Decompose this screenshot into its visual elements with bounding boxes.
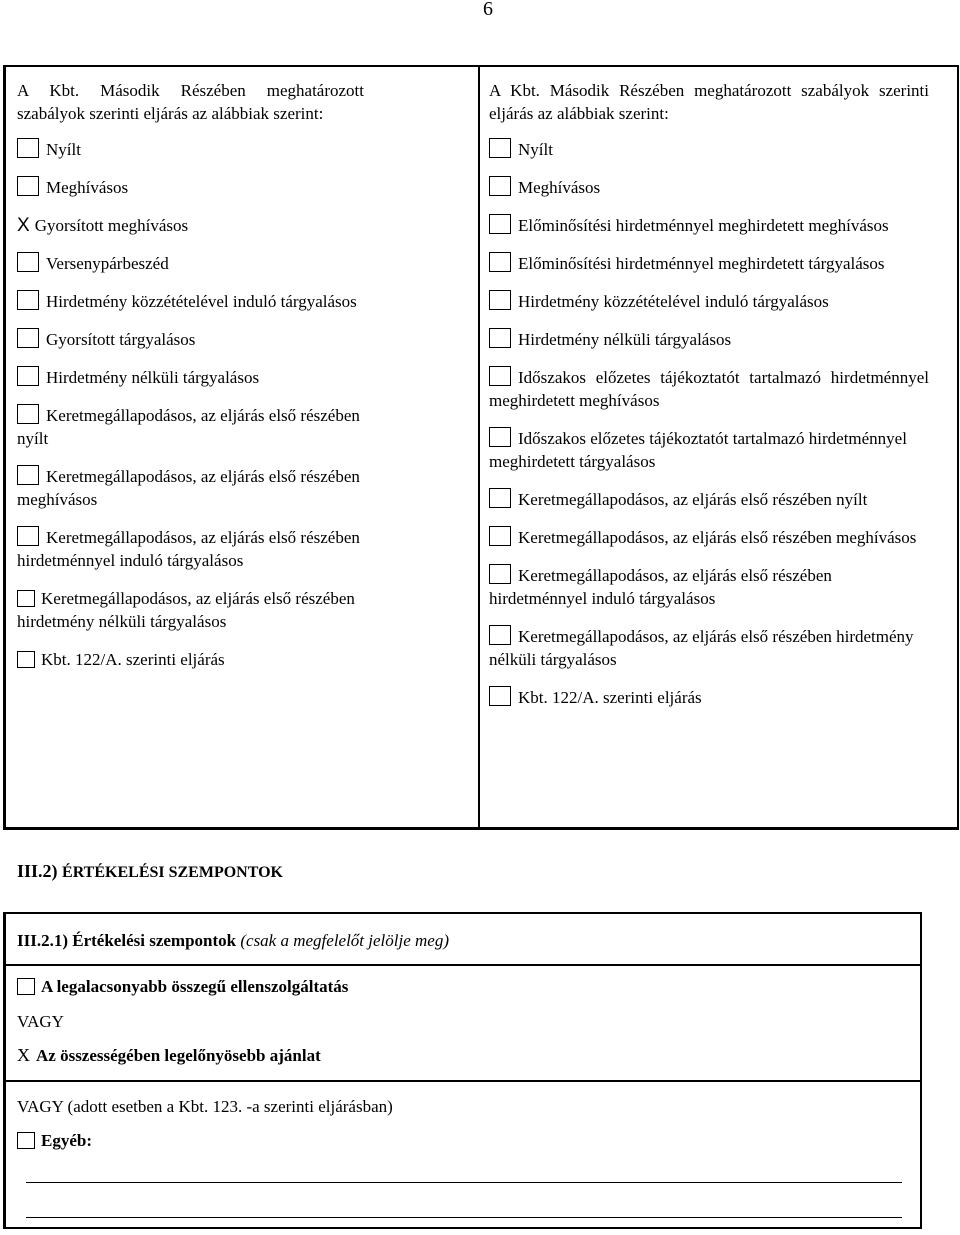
criteria-note: (csak a megfelelőt jelölje meg) (240, 931, 449, 950)
option-label: Meghívásos (518, 178, 601, 197)
option-label: Gyorsított tárgyalásos (46, 330, 196, 349)
option-label: Nyílt (46, 140, 81, 159)
left-option-gyorsitott-targyalasos (17, 328, 364, 351)
right-column (489, 79, 929, 724)
left-option-kbt-122a (17, 648, 364, 671)
option-label: Az összességében legelőnyösebb ajánlat (36, 1046, 321, 1065)
checkbox[interactable] (17, 176, 39, 196)
right-option-elominositesi-targyalasos (489, 252, 929, 275)
checkbox[interactable] (489, 214, 511, 234)
checkbox[interactable] (489, 328, 511, 348)
criteria-box (3, 912, 922, 1229)
option-label: Keretmegállapodásos, az eljárás első részében hirdetmény nélküli tárgyalásos (17, 589, 355, 631)
left-option-hirdetmeny-kozzetetelevel (17, 290, 364, 313)
option-label: Nyílt (518, 140, 553, 159)
checkbox[interactable] (489, 366, 511, 386)
option-label: Hirdetmény közzétételével induló tárgyalásos (46, 292, 357, 311)
criteria-option-best-value (17, 1044, 321, 1067)
checkbox[interactable] (17, 138, 39, 158)
criteria-number: III.2.1) (17, 931, 69, 950)
right-option-kbt-122a (489, 686, 929, 709)
option-label: Keretmegállapodásos, az eljárás első részében meghívásos (17, 467, 360, 509)
right-intro: A Kbt. Második Részében meghatározott szabályok szerinti eljárás az alábbiak szerint: (489, 81, 929, 123)
option-label: Keretmegállapodásos, az eljárás első részében hirdetmény nélküli tárgyalásos (489, 627, 914, 669)
criteria-title: Értékelési szempontok (72, 931, 237, 950)
checkbox[interactable] (489, 138, 511, 158)
checkbox[interactable] (489, 686, 511, 706)
left-option-keret-meghivasos (17, 465, 364, 511)
procedure-type-table (3, 65, 959, 830)
x-mark[interactable]: X (17, 1045, 30, 1065)
row-divider (6, 964, 920, 966)
right-option-hirdetmeny-kozzetetelevel (489, 290, 929, 313)
left-option-hirdetmeny-nelkuli (17, 366, 364, 389)
checkbox[interactable] (17, 366, 39, 386)
checkbox[interactable] (17, 465, 39, 485)
checkbox[interactable] (489, 488, 511, 508)
option-label: A legalacsonyabb összegű ellenszolgáltatás (41, 977, 349, 996)
option-label: Kbt. 122/A. szerinti eljárás (41, 650, 225, 669)
checkbox[interactable] (17, 590, 35, 607)
checkbox[interactable] (489, 625, 511, 645)
page-number: 6 (483, 0, 493, 20)
option-label: Keretmegállapodásos, az eljárás első részében nyílt (518, 490, 868, 509)
checkbox[interactable] (17, 290, 39, 310)
section-heading (17, 860, 283, 884)
answer-line[interactable] (26, 1217, 902, 1218)
row-divider (6, 1080, 920, 1082)
column-divider (478, 67, 480, 827)
checkbox[interactable] (489, 427, 511, 447)
answer-line[interactable] (26, 1182, 902, 1183)
option-label: Keretmegállapodásos, az eljárás első részében hirdetménnyel induló tárgyalásos (17, 528, 360, 570)
checkbox[interactable] (17, 526, 39, 546)
left-option-keret-hirdetmennyel (17, 526, 364, 572)
checkbox[interactable] (17, 328, 39, 348)
left-option-nyilt (17, 138, 364, 161)
criteria-or-2-note: (adott esetben a Kbt. 123. -a szerinti eljárásban) (67, 1097, 393, 1116)
criteria-or-2-row (17, 1095, 393, 1118)
option-label: Hirdetmény nélküli tárgyalásos (518, 330, 732, 349)
x-mark[interactable]: X (17, 215, 30, 236)
option-label: Kbt. 122/A. szerinti eljárás (518, 688, 702, 707)
left-option-gyorsitott-meghivasos (17, 214, 364, 237)
option-label: Gyorsított meghívásos (34, 216, 189, 235)
right-option-nyilt (489, 138, 929, 161)
left-option-keret-hirdetmeny-nelkuli (17, 587, 364, 633)
option-label: Időszakos előzetes tájékoztatót tartalmazó hirdetménnyel meghirdetett meghívásos (489, 368, 929, 410)
checkbox[interactable] (489, 290, 511, 310)
left-option-meghivasos (17, 176, 364, 199)
checkbox[interactable] (17, 1132, 35, 1149)
right-option-elominositesi-meghivasos (489, 214, 929, 237)
option-label: Keretmegállapodásos, az eljárás első részében hirdetménnyel induló tárgyalásos (489, 566, 832, 608)
option-label: Keretmegállapodásos, az eljárás első részében meghívásos (518, 528, 917, 547)
section-title: ÉRTÉKELÉSI SZEMPONTOK (62, 864, 283, 881)
checkbox[interactable] (489, 252, 511, 272)
option-label: Hirdetmény közzétételével induló tárgyalásos (518, 292, 829, 311)
right-option-idoszakos-meghivasos (489, 366, 929, 412)
checkbox[interactable] (17, 978, 35, 995)
criteria-option-lowest-price (17, 975, 348, 998)
checkbox[interactable] (17, 651, 35, 668)
option-label: Előminősítési hirdetménnyel meghirdetett meghívásos (518, 216, 889, 235)
right-option-hirdetmeny-nelkuli (489, 328, 929, 351)
criteria-or-2: VAGY (17, 1097, 64, 1116)
checkbox[interactable] (489, 526, 511, 546)
checkbox[interactable] (489, 176, 511, 196)
option-label: Hirdetmény nélküli tárgyalásos (46, 368, 260, 387)
criteria-or-1: VAGY (17, 1012, 64, 1031)
right-option-keret-hirdetmennyel (489, 564, 929, 610)
left-intro: A Kbt. Második Részében meghatározott szabályok szerinti eljárás az alábbiak szerint: (17, 81, 364, 123)
option-label: Keretmegállapodásos, az eljárás első részében nyílt (17, 406, 360, 448)
right-option-meghivasos (489, 176, 929, 199)
option-label: Egyéb: (41, 1131, 92, 1150)
option-label: Előminősítési hirdetménnyel meghirdetett tárgyalásos (518, 254, 885, 273)
left-column (17, 79, 364, 686)
checkbox[interactable] (489, 564, 511, 584)
option-label: Versenypárbeszéd (46, 254, 169, 273)
section-number: III.2) (17, 861, 58, 881)
checkbox[interactable] (17, 252, 39, 272)
option-label: Időszakos előzetes tájékoztatót tartalmazó hirdetménnyel meghirdetett tárgyalásos (489, 429, 907, 471)
option-label: Meghívásos (46, 178, 129, 197)
left-option-versenyparbeszed (17, 252, 364, 275)
left-option-keret-nyilt (17, 404, 364, 450)
right-option-idoszakos-targyalasos (489, 427, 929, 473)
right-option-keret-nyilt (489, 488, 929, 511)
right-option-keret-meghivasos (489, 526, 929, 549)
criteria-title-row (17, 929, 449, 952)
checkbox[interactable] (17, 404, 39, 424)
criteria-option-other (17, 1129, 92, 1152)
right-option-keret-hirdetmeny-nelkuli (489, 625, 929, 671)
